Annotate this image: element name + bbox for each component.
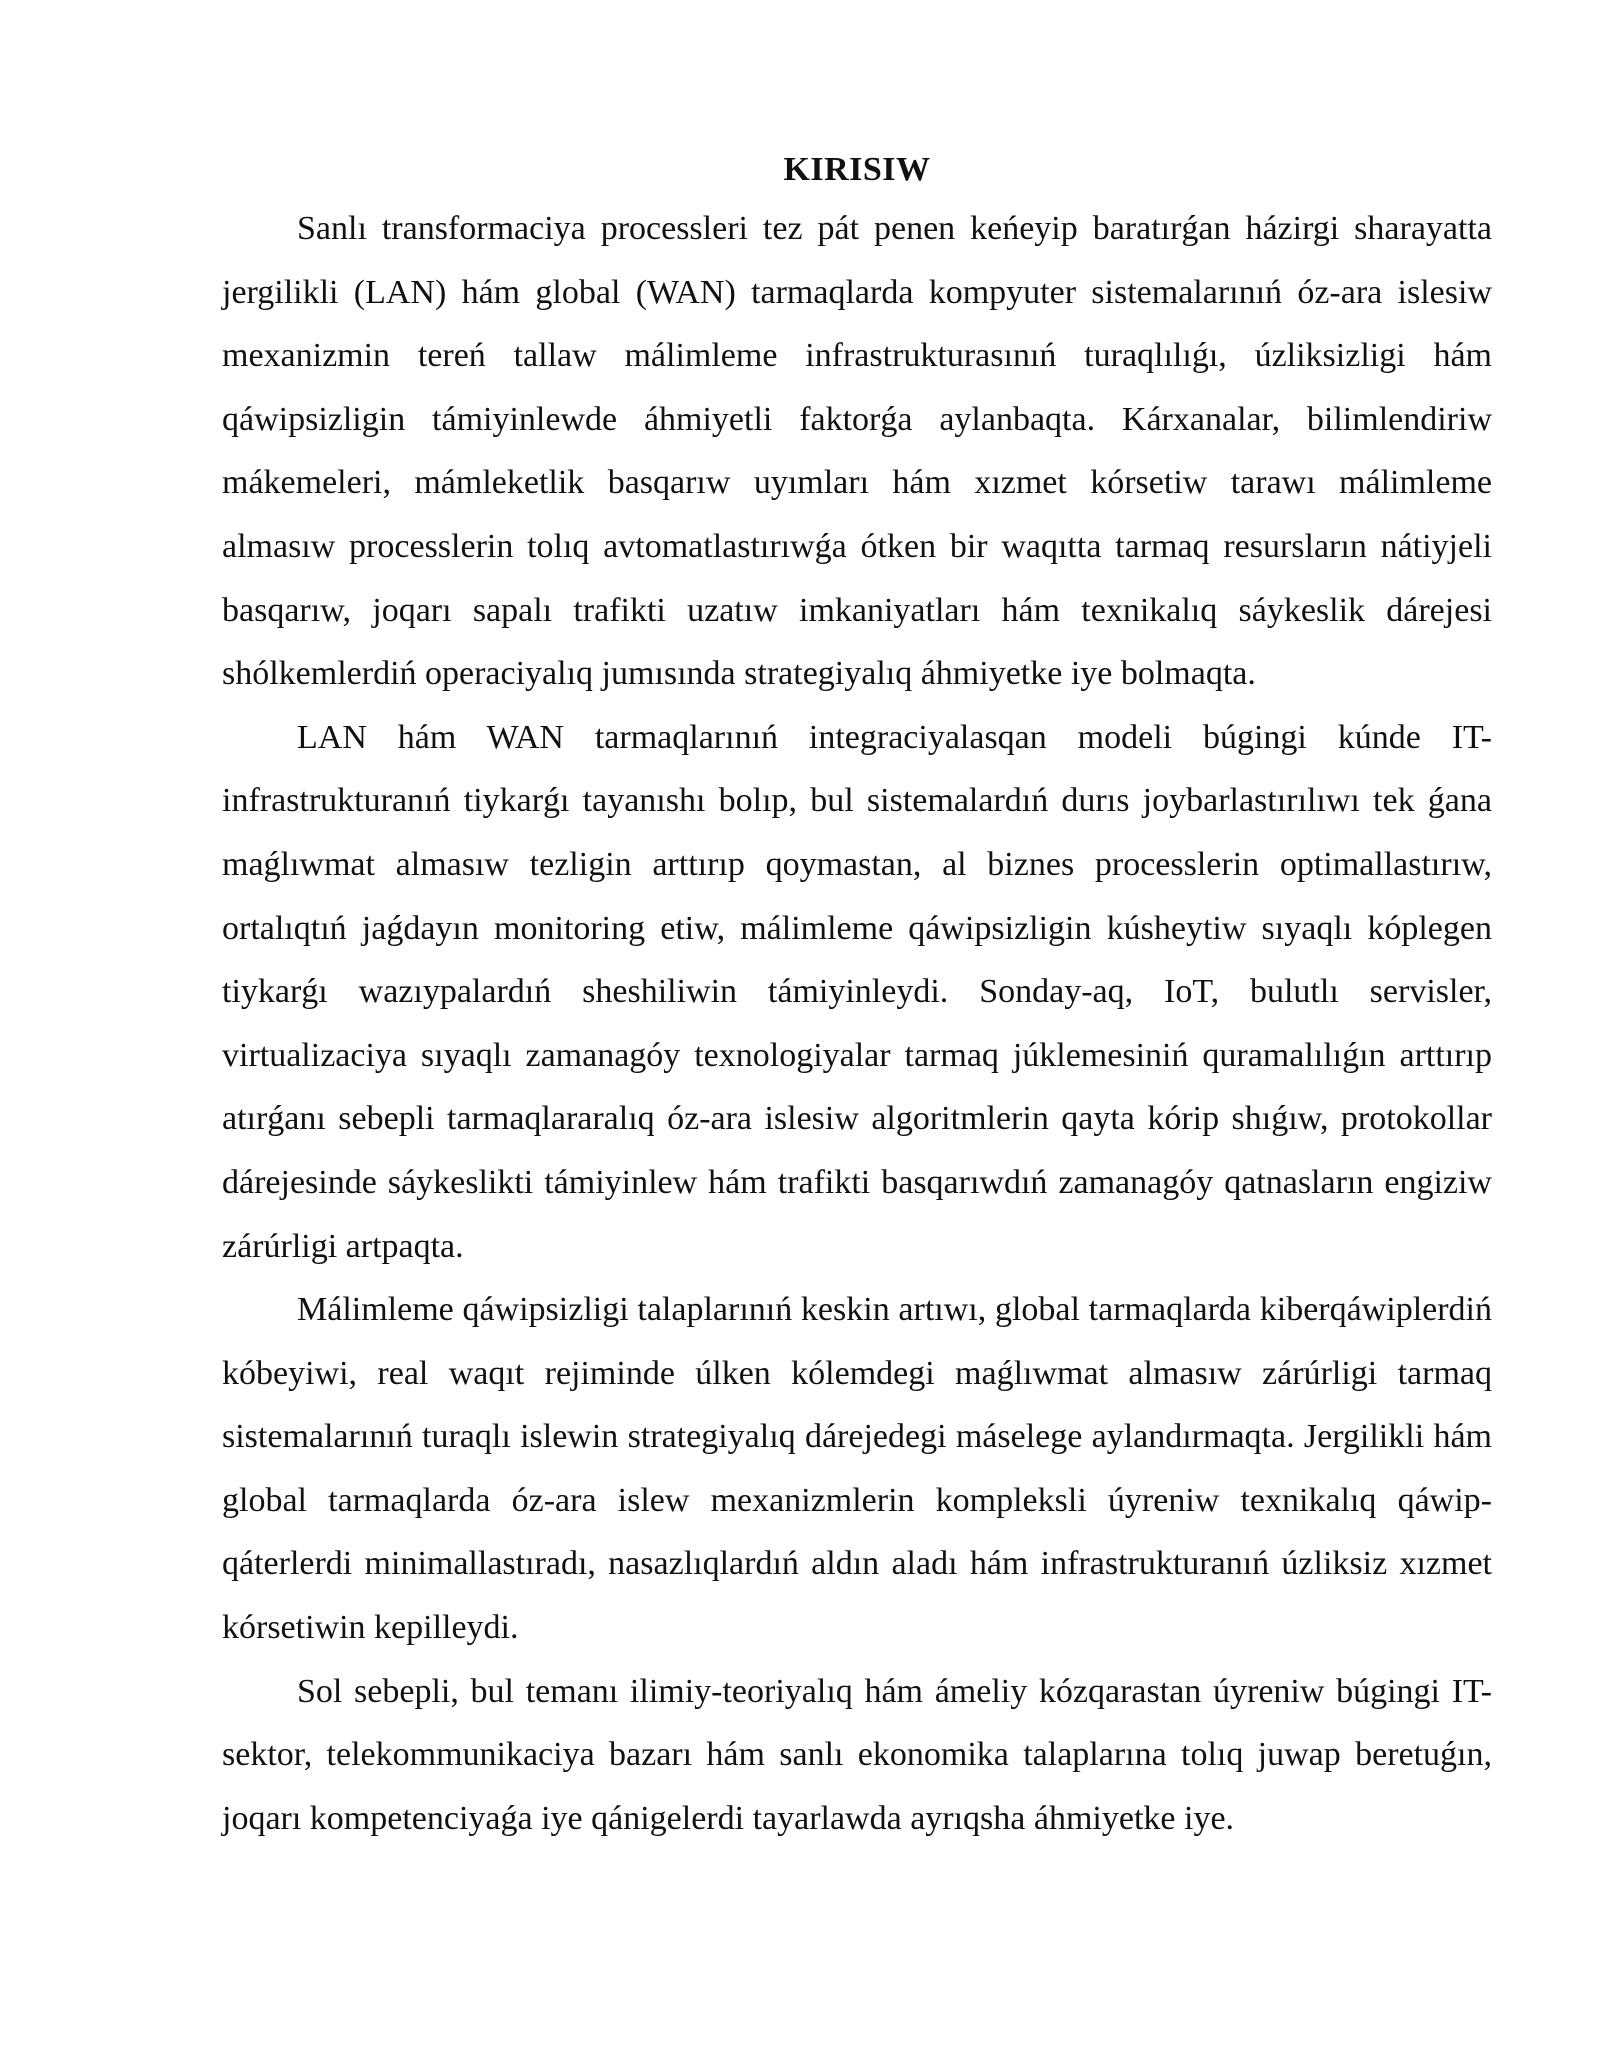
paragraph-1: Sanlı transformaciya processleri tez pát penen keńeyip baratırǵan házirgi sharayatta jergilikli (LAN) hám global (WAN) tarmaqlarda kompyuter sistemalarınıń óz-ara islesiw mexanizmin tereń tallaw málimleme infrastrukturasınıń turaqlılıǵı, úzliksizligi hám qáwipsizligin támiyinlewde áhmiyetli faktorǵa aylanbaqta. Kárxanalar, bilimlendiriw mákemeleri, mámleketlik basqarıw uyımları hám xızmet kórsetiw tarawı málimleme almasıw processlerin tolıq avtomatlastırıwǵa ótken bir waqıtta tarmaq resursların nátiyjeli basqarıw, joqarı sapalı trafikti uzatıw imkaniyatları hám texnikalıq sáykeslik dárejesi shólkemlerdiń operaciyalıq jumısında strategiyalıq áhmiyetke iye bolmaqta. <box>222 210 1492 693</box>
paragraph-2: LAN hám WAN tarmaqlarınıń integraciyalasqan modeli búgingi kúnde IT-infrastrukturanıń tiykarǵı tayanıshı bolıp, bul sistemalardıń durıs joybarlastırılıwı tek ǵana maǵlıwmat almasıw tezligin arttırıp qoymastan, al biznes processlerin optimallastırıw, ortalıqtıń jaǵdayın monitoring etiw, málimleme qáwipsizligin kúsheytiw sıyaqlı kóplegen tiykarǵı wazıypalardıń sheshiliwin támiyinleydi. Sonday-aq, IoT, bulutlı servisler, virtualizaciya sıyaqlı zamanagóy texnologiyalar tarmaq júklemesiniń quramalılıǵın arttırıp atırǵanı sebepli tarmaqlararalıq óz-ara islesiw algoritmlerin qayta kórip shıǵıw, protokollar dárejesinde sáykeslikti támiyinlew hám trafikti basqarıwdıń zamanagóy qatnasların engiziw zárúrligi artpaqta. <box>222 718 1492 1265</box>
section-title: KIRISIW <box>783 151 931 188</box>
paragraph-4: Sol sebepli, bul temanı ilimiy-teoriyalıq hám ámeliy kózqarastan úyreniw búgingi IT-sektor, telekommunikaciya bazarı hám sanlı ekonomika talaplarına tolıq juwap beretuǵın, joqarı kompetenciyaǵa iye qánigelerdi tayarlawda ayrıqsha áhmiyetke iye. <box>222 1672 1492 1837</box>
page-content <box>222 143 1492 1850</box>
paragraph-3: Málimleme qáwipsizligi talaplarınıń keskin artıwı, global tarmaqlarda kiberqáwiplerdiń kóbeyiwi, real waqıt rejiminde úlken kólemdegi maǵlıwmat almasıw zárúrligi tarmaq sistemalarınıń turaqlı islewin strategiyalıq dárejedegi máselege aylandırmaqta. Jergilikli hám global tarmaqlarda óz-ara islew mexanizmlerin kompleksli úyreniw texnikalıq qáwip-qáterlerdi minimallastıradı, nasazlıqlardıń aldın aladı hám infrastrukturanıń úzliksiz xızmet kórsetiwin kepilleydi. <box>222 1291 1492 1647</box>
